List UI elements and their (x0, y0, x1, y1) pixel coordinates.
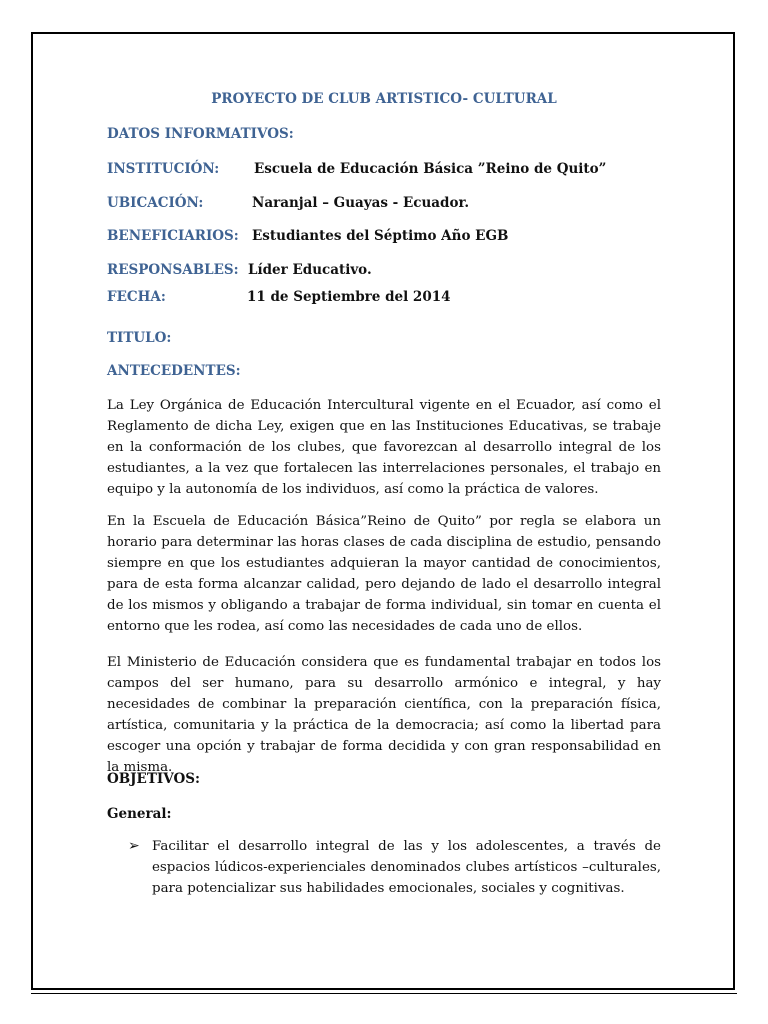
arrowhead-bullet-icon: ➢ (128, 838, 140, 854)
antecedentes-heading: ANTECEDENTES: (107, 363, 241, 379)
responsables-label: RESPONSABLES: (107, 262, 239, 278)
titulo-label: TITULO: (107, 330, 172, 346)
fecha-label: FECHA: (107, 289, 166, 305)
antecedentes-paragraph-1: La Ley Orgánica de Educación Intercultural vigente en el Ecuador, así como el Reglamento de dicha Ley, exigen que en las Instituciones Educativas, se trabaje en la conformación de los clubes, que favorezcan al desarrollo integral de los estudiantes, a la vez que fortalecen las interrelaciones personales, el trabajo en equipo y la autonomía de los individuos, así como la práctica de valores. (107, 398, 661, 497)
ubicacion-label: UBICACIÓN: (107, 195, 204, 211)
responsables-value: Líder Educativo. (248, 262, 372, 278)
beneficiarios-value: Estudiantes del Séptimo Año EGB (252, 228, 509, 244)
general-heading: General: (107, 806, 172, 822)
beneficiarios-label: BENEFICIARIOS: (107, 228, 239, 244)
document-title: PROYECTO DE CLUB ARTISTICO- CULTURAL (211, 91, 557, 107)
page-border-underline (31, 993, 737, 994)
objetivo-general-text: Facilitar el desarrollo integral de las y los adolescentes, a través de espacios lúdicos-experienciales denominados clubes artísticos –culturales, para potencializar sus habilidades emocionales, sociales y cognitivas. (152, 839, 661, 896)
objetivos-heading: OBJETIVOS: (107, 771, 200, 787)
ubicacion-value: Naranjal – Guayas - Ecuador. (252, 195, 470, 211)
antecedentes-paragraph-3: El Ministerio de Educación considera que es fundamental trabajar en todos los campos del ser humano, para su desarrollo armónico e integral, y hay necesidades de combinar la preparación científica, con la preparación física, artística, comunitaria y la práctica de la democracia; así como la libertad para escoger una opción y trabajar de forma decidida y con gran responsabilidad en la misma. (107, 655, 661, 775)
antecedentes-paragraph-2: En la Escuela de Educación Básica”Reino de Quito” por regla se elabora un horario para determinar las horas clases de cada disciplina de estudio, pensando siempre en que los estudiantes adquieran la mayor cantidad de conocimientos, para de esta forma alcanzar calidad, pero dejando de lado el desarrollo integral de los mismos y obligando a trabajar de forma individual, sin tomar en cuenta el entorno que les rodea, así como las necesidades de cada uno de ellos. (107, 514, 661, 634)
datos-informativos-heading: DATOS INFORMATIVOS: (107, 126, 294, 142)
institucion-value: Escuela de Educación Básica ”Reino de Quito” (254, 161, 607, 177)
fecha-value: 11 de Septiembre del 2014 (247, 289, 451, 305)
institucion-label: INSTITUCIÓN: (107, 161, 220, 177)
